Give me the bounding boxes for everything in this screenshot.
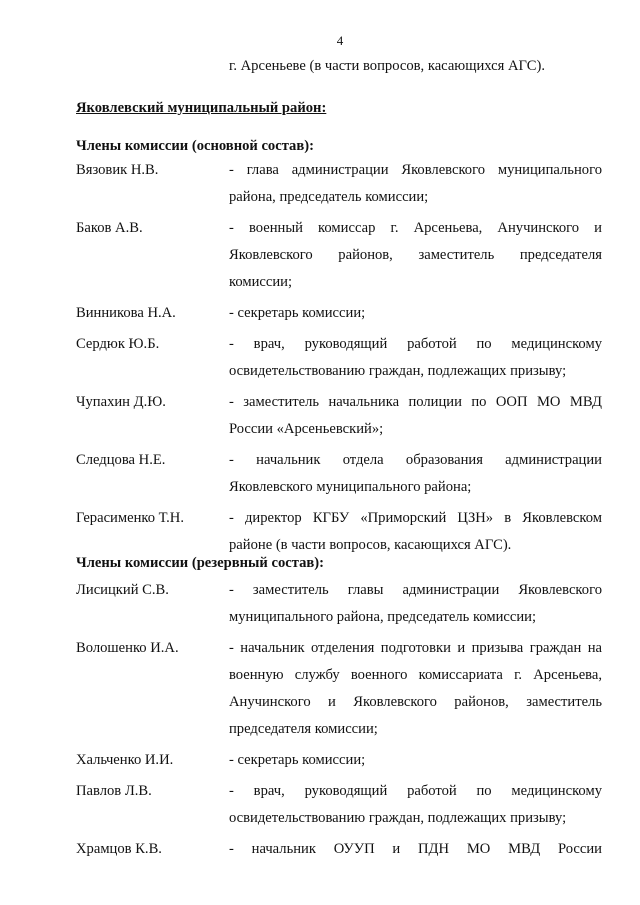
member-name: Баков А.В. xyxy=(76,220,143,236)
member-role-line: освидетельствованию граждан, подлежащих призыву; xyxy=(229,810,567,826)
member-role xyxy=(229,836,602,863)
member-role-line: Яковлевского районов, заместитель председателя xyxy=(229,247,602,263)
member-role xyxy=(229,635,602,743)
member-name: Вязовик Н.В. xyxy=(76,162,159,178)
member-name: Павлов Л.В. xyxy=(76,783,152,799)
intro-line: г. Арсеньеве (в части вопросов, касающихся АГС). xyxy=(229,58,545,74)
member-role-line: России «Арсеньевский»; xyxy=(229,421,384,437)
page-number: 4 xyxy=(336,33,344,48)
member-name: Следцова Н.Е. xyxy=(76,452,166,468)
member-role-line: - заместитель главы администрации Яковлевского xyxy=(229,582,602,598)
member-role-line: - директор КГБУ «Приморский ЦЗН» в Яковлевском xyxy=(229,510,602,526)
member-role-line: района, председатель комиссии; xyxy=(229,189,429,205)
member-role-line: - секретарь комиссии; xyxy=(229,752,366,768)
member-name: Хальченко И.И. xyxy=(76,752,174,768)
member-name: Храмцов К.В. xyxy=(76,841,162,857)
member-role-line: Анучинского и Яковлевского районов, заместитель xyxy=(229,694,602,710)
member-role-line: районе (в части вопросов, касающихся АГС). xyxy=(229,537,512,553)
member-role-line: - врач, руководящий работой по медицинскому xyxy=(229,783,602,799)
member-role-line: Яковлевского муниципального района; xyxy=(229,479,472,495)
member-role-line: - начальник отдела образования администрации xyxy=(229,452,602,468)
member-name: Чупахин Д.Ю. xyxy=(76,394,166,410)
member-role xyxy=(229,778,602,832)
member-role-line: освидетельствованию граждан, подлежащих призыву; xyxy=(229,363,567,379)
member-role-line: - секретарь комиссии; xyxy=(229,305,366,321)
member-name: Волошенко И.А. xyxy=(76,640,179,656)
member-role xyxy=(229,389,602,443)
member-role xyxy=(229,157,602,211)
member-role-line: военную службу военного комиссариата г. Арсеньева, xyxy=(229,667,602,683)
member-role xyxy=(229,505,602,559)
member-role-line: председателя комиссии; xyxy=(229,721,378,737)
member-role-line: - начальник отделения подготовки и призыва граждан на xyxy=(229,640,602,656)
section-title-reserve: Члены комиссии (резервный состав): xyxy=(76,555,324,571)
member-name: Винникова Н.А. xyxy=(76,305,176,321)
member-role xyxy=(229,300,602,327)
member-role xyxy=(229,577,602,631)
member-name: Герасименко Т.Н. xyxy=(76,510,184,526)
member-role-line: - врач, руководящий работой по медицинскому xyxy=(229,336,602,352)
district-title: Яковлевский муниципальный район: xyxy=(76,100,327,116)
member-role-line: - глава администрации Яковлевского муниципального xyxy=(229,162,602,178)
member-role-line: - начальник ОУУП и ПДН МО МВД России xyxy=(229,841,602,857)
member-role-line: муниципального района, председатель комиссии; xyxy=(229,609,537,625)
member-role xyxy=(229,331,602,385)
member-role xyxy=(229,747,602,774)
section-title-main: Члены комиссии (основной состав): xyxy=(76,138,314,154)
member-name: Лисицкий С.В. xyxy=(76,582,169,598)
member-role xyxy=(229,215,602,296)
member-role-line: - заместитель начальника полиции по ООП МО МВД xyxy=(229,394,602,410)
member-role-line: комиссии; xyxy=(229,274,293,290)
member-role-line: - военный комиссар г. Арсеньева, Анучинского и xyxy=(229,220,602,236)
member-name: Сердюк Ю.Б. xyxy=(76,336,160,352)
member-role xyxy=(229,447,602,501)
